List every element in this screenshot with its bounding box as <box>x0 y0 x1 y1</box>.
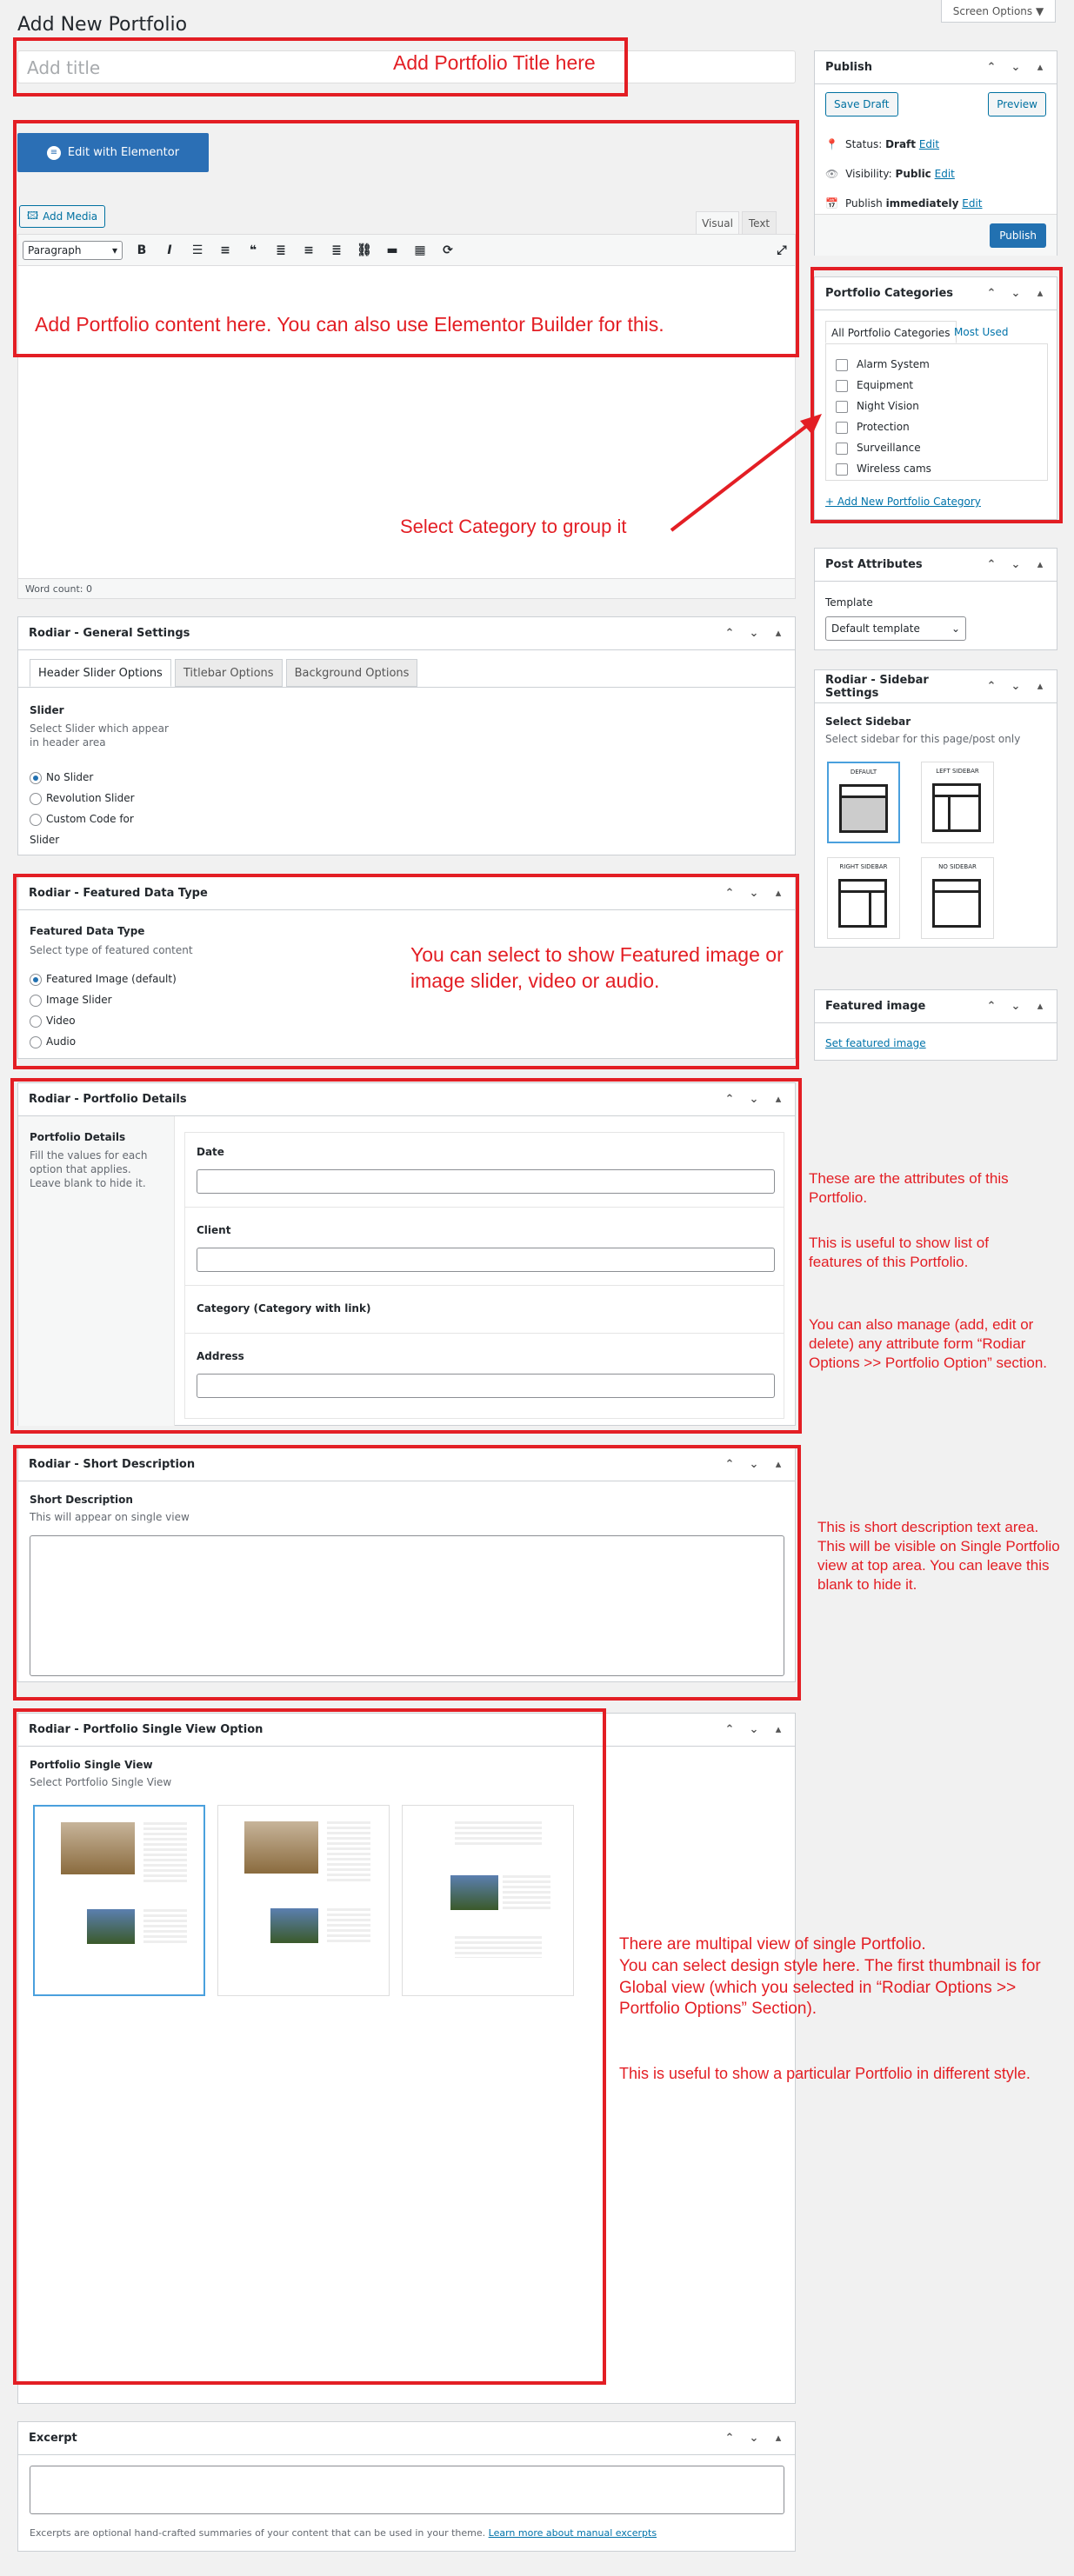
short-description-desc: This will appear on single view <box>30 1511 190 1523</box>
elementor-button-label: Edit with Elementor <box>67 146 180 159</box>
field-address-label: Address <box>197 1350 244 1362</box>
radio-revolution-label: Revolution Slider <box>46 792 135 804</box>
chevron-up-icon[interactable]: ⌃ <box>724 627 735 640</box>
category-label: Equipment <box>857 379 914 391</box>
tab-text[interactable]: Text <box>742 211 777 234</box>
general-settings-header[interactable] <box>18 617 795 650</box>
chevron-up-icon[interactable]: ⌃ <box>724 2432 735 2445</box>
sidebar-settings-box <box>814 669 1057 948</box>
chevron-down-icon[interactable]: ⌄ <box>749 1093 759 1106</box>
radio-custom-code-label: Custom Code for Slider <box>30 813 134 846</box>
word-count: Word count: 0 <box>25 583 93 595</box>
category-label: Surveillance <box>857 442 921 454</box>
radio-video-label: Video <box>46 1015 76 1027</box>
featured-data-label: Featured Data Type <box>30 925 145 937</box>
excerpt-header[interactable] <box>18 2422 795 2455</box>
read-more-icon[interactable]: ▬ <box>386 243 398 257</box>
category-label: Night Vision <box>857 400 919 412</box>
radio-audio-label: Audio <box>46 1035 77 1048</box>
numbered-list-icon[interactable]: ≡ <box>220 243 230 257</box>
field-date-label: Date <box>197 1146 224 1158</box>
publish-value: immediately <box>885 197 959 210</box>
excerpt-note <box>30 2527 657 2539</box>
short-description-title: Rodiar - Short Description <box>29 1458 196 1471</box>
toggle-arrow-icon[interactable]: ▴ <box>775 1723 782 1736</box>
highlight-single-view <box>13 1708 606 2385</box>
highlight-categories <box>811 267 1063 523</box>
sidebar-settings-header[interactable] <box>815 670 1057 703</box>
sidebar-settings-title: Rodiar - Sidebar Settings <box>825 673 929 700</box>
link-icon[interactable]: ⛓ <box>357 243 372 257</box>
publish-button[interactable]: Publish <box>990 223 1046 248</box>
portfolio-details-title: Rodiar - Portfolio Details <box>29 1093 187 1106</box>
featured-data-desc: Select type of featured content <box>30 944 193 956</box>
general-settings-title: Rodiar - General Settings <box>29 627 190 640</box>
tab-most-used[interactable]: Most Used <box>954 326 1009 338</box>
slider-desc: Select Slider which appear in header area <box>30 722 169 749</box>
chevron-down-icon[interactable]: ⌄ <box>1011 61 1021 74</box>
status-row <box>825 130 983 159</box>
single-view-label: Portfolio Single View <box>30 1759 153 1771</box>
chevron-down-icon: ⌄ <box>951 622 960 635</box>
format-select-label: Paragraph <box>28 243 82 256</box>
annotation-details-2: This is useful to show list of features of this Portfolio. <box>809 1235 989 1271</box>
align-left-icon[interactable]: ≣ <box>276 243 286 257</box>
annotation-arrow <box>661 409 835 539</box>
add-media-label: Add Media <box>43 210 98 223</box>
excerpt-box <box>17 2421 796 2552</box>
annotation-content: Add Portfolio content here. You can also use Elementor Builder for this. <box>35 313 664 336</box>
calendar-icon: 📅 <box>825 197 838 210</box>
featured-data-title: Rodiar - Featured Data Type <box>29 887 208 900</box>
sidebar-option-right-label: RIGHT SIDEBAR <box>839 863 888 870</box>
elementor-icon: ≡ <box>47 146 61 160</box>
general-settings-box <box>17 616 796 855</box>
fullscreen-icon[interactable]: ⤢ <box>777 243 787 257</box>
align-right-icon[interactable]: ≣ <box>331 243 342 257</box>
tab-all-categories[interactable]: All Portfolio Categories <box>825 321 957 343</box>
chevron-up-icon[interactable]: ⌃ <box>986 287 997 300</box>
sidebar-option-none-label: NO SIDEBAR <box>938 863 977 870</box>
featured-image-header[interactable] <box>815 990 1057 1023</box>
category-label: Wireless cams <box>857 463 931 475</box>
toggle-arrow-icon[interactable]: ▴ <box>1037 1000 1044 1013</box>
publish-edit-link[interactable]: Edit <box>962 197 983 210</box>
category-label: Alarm System <box>857 358 930 370</box>
annotation-details-1: These are the attributes of this Portfolio. <box>809 1170 1009 1207</box>
toolbar-toggle-icon[interactable]: ▦ <box>414 243 426 257</box>
align-center-icon[interactable]: ≡ <box>304 243 314 257</box>
chevron-down-icon[interactable]: ⌄ <box>1011 558 1021 571</box>
general-settings-tabs <box>30 659 417 687</box>
chevron-down-icon[interactable]: ⌄ <box>749 1458 759 1471</box>
media-icon: 🖾 <box>27 209 39 222</box>
annotation-short-desc: This is short description text area. This will be visible on Single Portfolio view at top area. You can leave this blank to hide it. <box>817 1519 1060 1594</box>
tab-titlebar[interactable]: Titlebar Options <box>175 659 283 687</box>
visibility-label: Visibility: <box>845 168 892 180</box>
chevron-up-icon[interactable]: ⌃ <box>986 680 997 693</box>
field-client-label: Client <box>197 1224 231 1236</box>
chevron-down-icon[interactable]: ⌄ <box>749 887 759 900</box>
chevron-down-icon[interactable]: ⌄ <box>1011 287 1021 300</box>
screen-options-button[interactable]: Screen Options ▼ <box>941 0 1056 23</box>
pin-icon: 📍 <box>825 138 838 150</box>
toggle-arrow-icon[interactable]: ▴ <box>775 1093 782 1106</box>
annotation-single-view-2: You can select design style here. The first thumbnail is for Global view (which you selected in “Rodiar Options >> Portfolio Options” Section). <box>619 1957 1041 2019</box>
save-draft-button[interactable]: Save Draft <box>825 92 898 116</box>
bullet-list-icon[interactable]: ☰ <box>191 243 203 257</box>
tab-background[interactable]: Background Options <box>286 659 418 687</box>
radio-revolution-slider[interactable] <box>30 788 151 809</box>
chevron-down-icon[interactable]: ⌄ <box>749 2432 759 2445</box>
chevron-up-icon[interactable]: ⌃ <box>724 1093 735 1106</box>
toggle-arrow-icon[interactable]: ▴ <box>775 1458 782 1471</box>
excerpt-note-text: Excerpts are optional hand-crafted summaries of your content that can be used in your theme. <box>30 2527 486 2539</box>
publish-box <box>814 50 1057 256</box>
single-view-desc: Select Portfolio Single View <box>30 1776 172 1788</box>
sidebar-option-default-label: DEFAULT <box>850 769 877 775</box>
annotation-featured: You can select to show Featured image or image slider, video or audio. <box>410 943 784 992</box>
category-label: Protection <box>857 421 910 433</box>
chevron-up-icon[interactable]: ⌃ <box>724 1723 735 1736</box>
post-attributes-box <box>814 548 1057 650</box>
toggle-arrow-icon[interactable]: ▴ <box>1037 61 1044 74</box>
chevron-down-icon[interactable]: ⌄ <box>749 627 759 640</box>
status-edit-link[interactable]: Edit <box>918 138 940 150</box>
template-label: Template <box>825 596 873 609</box>
sidebar-desc: Select sidebar for this page/post only <box>825 733 1021 745</box>
toggle-arrow-icon[interactable]: ▴ <box>1037 287 1044 300</box>
chevron-up-icon[interactable]: ⌃ <box>724 1458 735 1471</box>
title-placeholder: Add title <box>27 57 101 78</box>
template-select[interactable] <box>825 616 966 641</box>
visibility-row <box>825 159 983 189</box>
sidebar-option-right[interactable] <box>827 857 900 939</box>
field-category-label: Category (Category with link) <box>197 1302 371 1315</box>
status-label: Status: <box>844 138 883 150</box>
chevron-up-icon[interactable]: ⌃ <box>986 1000 997 1013</box>
single-view-title: Rodiar - Portfolio Single View Option <box>29 1723 263 1736</box>
chevron-down-icon[interactable]: ⌄ <box>1011 1000 1021 1013</box>
tab-visual[interactable]: Visual <box>696 211 739 234</box>
sidebar-option-default[interactable] <box>827 762 900 843</box>
chevron-down-icon[interactable]: ⌄ <box>749 1723 759 1736</box>
portfolio-details-label: Portfolio Details <box>30 1131 126 1143</box>
chevron-up-icon[interactable]: ⌃ <box>986 558 997 571</box>
bold-icon[interactable]: B <box>137 243 147 257</box>
highlight-details <box>10 1078 802 1434</box>
annotation-single-view-1: There are multipal view of single Portfolio. <box>619 1935 926 1954</box>
short-description-label: Short Description <box>30 1494 133 1506</box>
sidebar-option-left-label: LEFT SIDEBAR <box>936 768 979 775</box>
publish-label: Publish <box>844 197 883 210</box>
publish-header[interactable] <box>815 51 1057 84</box>
chevron-up-icon[interactable]: ⌃ <box>724 887 735 900</box>
italic-icon[interactable]: I <box>167 243 172 257</box>
toggle-arrow-icon[interactable]: ▴ <box>1037 558 1044 571</box>
set-featured-image-link[interactable]: Set featured image <box>825 1037 926 1049</box>
publish-title: Publish <box>825 61 872 74</box>
visibility-value: Public <box>895 168 931 180</box>
word-count-bar <box>17 578 796 599</box>
page-title: Add New Portfolio <box>17 14 188 36</box>
annotation-title: Add Portfolio Title here <box>393 51 596 74</box>
categories-title: Portfolio Categories <box>825 287 954 300</box>
annotation-details-3: You can also manage (add, edit or delete) any attribute form “Rodiar Options >> Portfolio Option” section. <box>809 1316 1048 1372</box>
radio-featured-image-label: Featured Image (default) <box>46 973 177 985</box>
toggle-arrow-icon[interactable]: ▴ <box>1037 680 1044 693</box>
status-value: Draft <box>885 138 916 150</box>
sidebar-option-left[interactable] <box>921 762 994 843</box>
radio-custom-code[interactable] <box>30 809 151 850</box>
sidebar-label: Select Sidebar <box>825 716 911 728</box>
featured-image-box <box>814 989 1057 1061</box>
post-attributes-header[interactable] <box>815 549 1057 582</box>
excerpt-title: Excerpt <box>29 2432 77 2445</box>
excerpt-textarea[interactable] <box>30 2466 784 2514</box>
add-new-category-link[interactable]: + Add New Portfolio Category <box>825 496 981 508</box>
chevron-down-icon[interactable]: ⌄ <box>1011 680 1021 693</box>
template-select-value: Default template <box>831 622 920 635</box>
tab-header-slider[interactable]: Header Slider Options <box>30 659 171 687</box>
featured-image-title: Featured image <box>825 1000 926 1013</box>
preview-button[interactable]: Preview <box>988 92 1046 116</box>
radio-no-slider-label: No Slider <box>46 771 94 783</box>
chevron-up-icon[interactable]: ⌃ <box>986 61 997 74</box>
eye-icon: 👁 <box>825 168 839 180</box>
chevron-down-icon: ▾ <box>111 243 117 256</box>
toggle-arrow-icon[interactable]: ▴ <box>775 887 782 900</box>
slider-label: Slider <box>30 704 64 716</box>
sidebar-option-none[interactable] <box>921 857 994 939</box>
annotation-category: Select Category to group it <box>400 516 627 537</box>
visibility-edit-link[interactable]: Edit <box>934 168 955 180</box>
toggle-arrow-icon[interactable]: ▴ <box>775 627 782 640</box>
annotation-single-view-3: This is useful to show a particular Portfolio in different style. <box>619 2065 1031 2082</box>
radio-no-slider[interactable] <box>30 767 151 788</box>
excerpt-learn-more-link[interactable]: Learn more about manual excerpts <box>488 2527 657 2539</box>
toggle-arrow-icon[interactable]: ▴ <box>775 2432 782 2445</box>
portfolio-details-desc: Fill the values for each option that applies. Leave blank to hide it. <box>30 1149 148 1189</box>
post-attributes-title: Post Attributes <box>825 558 923 571</box>
refresh-icon[interactable]: ⟳ <box>443 243 453 257</box>
highlight-short-desc <box>13 1445 801 1701</box>
blockquote-icon[interactable]: ❝ <box>249 243 257 257</box>
radio-image-slider-label: Image Slider <box>46 994 112 1006</box>
